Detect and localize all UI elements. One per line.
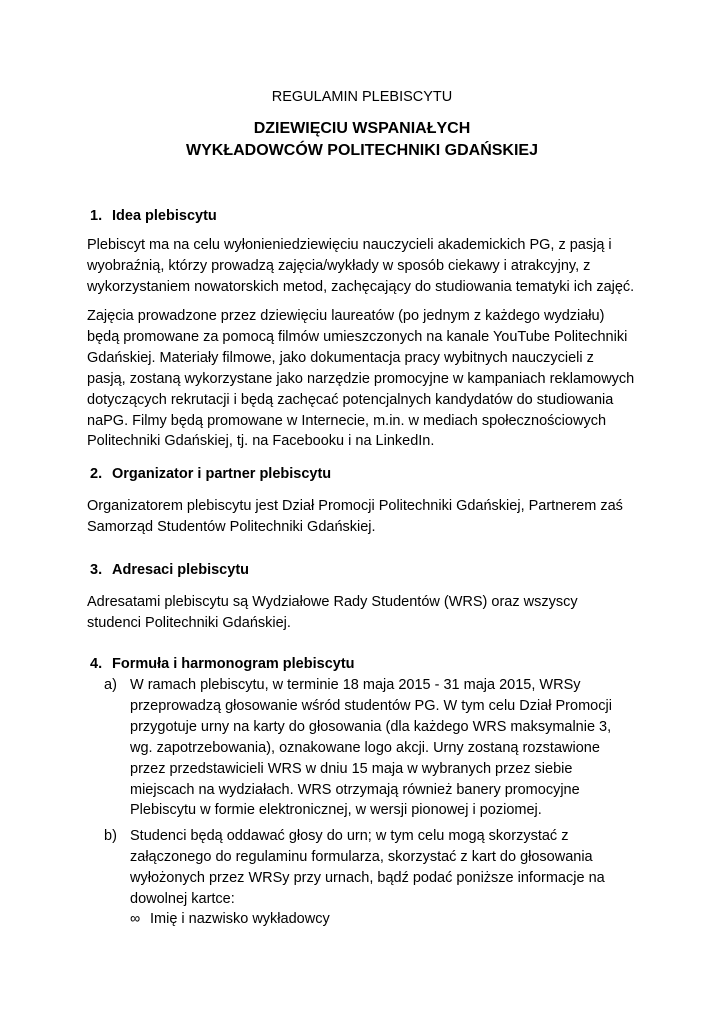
section-title: Organizator i partner plebiscytu	[112, 466, 332, 482]
text-line: Plebiscyt ma na celu wyłonieniedziewięciu nauczycieli akademickich PG, z pasją i	[87, 237, 612, 253]
text-line: Politechniki Gdańskiej, tj. na Facebooku i na LinkedIn.	[87, 433, 435, 450]
section-number: 3.	[90, 562, 103, 578]
paragraph	[87, 496, 647, 538]
text-line: przygotuje urny na karty do głosowania (dla każdego WRS maksymalnie 3,	[130, 718, 612, 735]
list-marker: b)	[104, 828, 117, 844]
section-heading-organizer	[90, 464, 331, 484]
text-line: pasją, zostaną wykorzystane jako narzędzie promocyjne w kampaniach reklamowych	[87, 370, 635, 387]
text-line: Studenci będą oddawać głosy do urn; w tym celu mogą skorzystać z	[130, 828, 569, 844]
title-line: DZIEWIĘCIU WSPANIAŁYCH	[253, 120, 471, 137]
paragraph	[87, 235, 647, 298]
section-title: Formuła i harmonogram plebiscytu	[112, 656, 355, 672]
text-line: Plebiscytu w formie elektronicznej, w wersji pionowej i poziomej.	[130, 802, 542, 819]
section-title: Adresaci plebiscytu	[112, 562, 249, 578]
text-line: Samorząd Studentów Politechniki Gdańskiej.	[87, 518, 376, 535]
document-label: REGULAMIN PLEBISCYTU	[271, 89, 453, 105]
infinity-bullet-icon: ∞	[130, 911, 141, 927]
text-line: przez przedstawicieli WRS w dniu 15 maja w wybranych przez siebie	[130, 760, 573, 777]
text-line: wykorzystaniem nowatorskich metod, zachęcający do studiowania tematyki ich zajęć.	[87, 278, 635, 295]
text-line: W ramach plebiscytu, w terminie 18 maja 2015 - 31 maja 2015, WRSy	[130, 677, 581, 693]
text-line: miejscach na wydziałach. WRS otrzymają również banery promocyjne	[130, 781, 580, 798]
text-line: Zajęcia prowadzone przez dziewięciu laureatów (po jednym z każdego wydziału)	[87, 308, 605, 324]
text-line: wyłożonych przez WRSy przy urnach, bądź podać poniższe informacje na	[130, 869, 605, 886]
section-number: 4.	[90, 656, 103, 672]
list-item-body	[130, 826, 650, 910]
text-line: dotyczących rekrutacji i będą zachęcać potencjalnych kandydatów do studiowania	[87, 391, 614, 408]
section-heading-formula	[90, 654, 355, 674]
text-line: załączonego do regulaminu formularza, skorzystać z kart do głosowania	[130, 848, 593, 865]
text-line: studenci Politechniki Gdańskiej.	[87, 614, 291, 631]
text-line: wyobraźnią, którzy prowadzą zajęcia/wykłady w sposób ciekawy i atrakcyjny, z	[87, 257, 591, 274]
text-line: Organizatorem plebiscytu jest Dział Promocji Politechniki Gdańskiej, Partnerem zaś	[87, 498, 623, 514]
text-line: dowolnej kartce:	[130, 890, 235, 907]
section-number: 2.	[90, 466, 103, 482]
paragraph	[87, 306, 647, 452]
text-line: przeprowadzą głosowanie wśród studentów PG. W tym celu Dział Promocji	[130, 697, 612, 714]
title-line: WYKŁADOWCÓW POLITECHNIKI GDAŃSKIEJ	[186, 142, 538, 159]
document-title	[0, 118, 724, 162]
text-line: wg. zapotrzebowania), oznakowane logo akcji. Urny zostaną rozstawione	[130, 739, 600, 756]
bullet-item	[130, 909, 330, 930]
section-heading-idea	[90, 206, 217, 226]
text-line: Gdańskiej. Materiały filmowe, jako dokumentacja pracy wybitnych nauczycieli z	[87, 349, 594, 366]
list-item-body	[130, 675, 650, 821]
section-number: 1.	[90, 208, 103, 224]
text-line: będą promowane za pomocą filmów umieszczonych na kanale YouTube Politechniki	[87, 328, 628, 345]
list-marker: a)	[104, 677, 117, 693]
paragraph	[87, 592, 647, 634]
section-heading-addressees	[90, 560, 249, 580]
text-line: naPG. Filmy będą promowane w Internecie, m.in. w mediach społecznościowych	[87, 412, 607, 429]
section-title: Idea plebiscytu	[112, 208, 217, 224]
text-line: Adresatami plebiscytu są Wydziałowe Rady Studentów (WRS) oraz wszyscy	[87, 594, 578, 610]
bullet-text: Imię i nazwisko wykładowcy	[150, 911, 330, 927]
